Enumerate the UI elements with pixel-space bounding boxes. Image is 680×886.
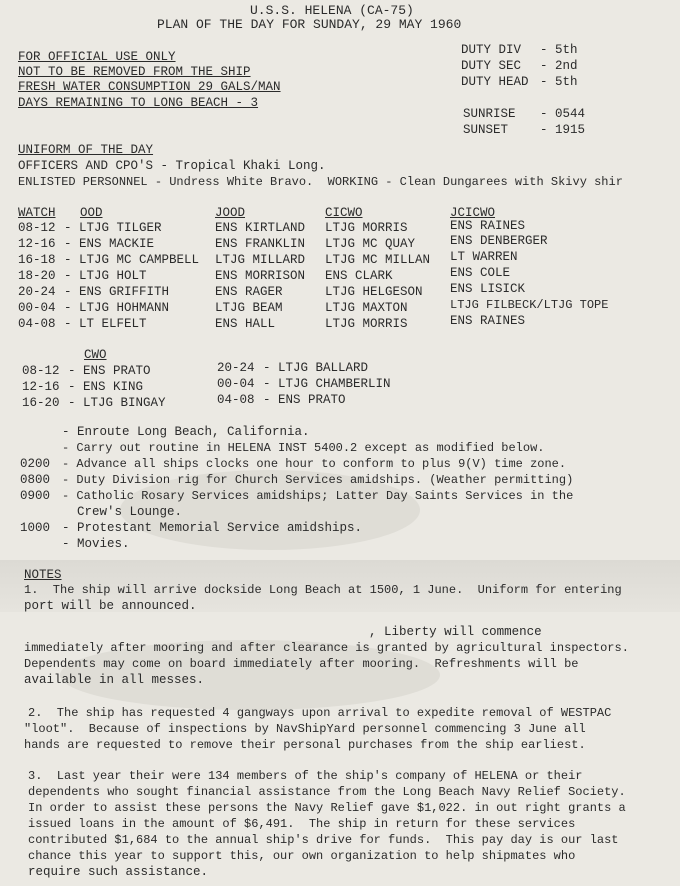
sunset-label: SUNSET — [463, 123, 509, 137]
watch-time: 04-08 — [18, 317, 56, 331]
ood-name: - ENS GRIFFITH — [64, 285, 170, 299]
jood-name: ENS MORRISON — [215, 269, 306, 283]
schedule-text: - Protestant Memorial Service amidships. — [62, 521, 363, 535]
note-line: , Liberty will commence — [24, 625, 542, 639]
cwo-title: CWO — [84, 348, 107, 362]
jcicwo-name: LT WARREN — [450, 250, 518, 264]
schedule-time: 0800 — [20, 473, 51, 487]
schedule-text: - Advance all ships clocks one hour to conform to plus 9(V) time zone. — [62, 457, 567, 471]
duty-value: - 2nd — [540, 59, 578, 73]
jood-name: ENS RAGER — [215, 285, 283, 299]
ood-header: OOD — [80, 206, 103, 220]
schedule-time: 0900 — [20, 489, 51, 503]
duty-value: - 5th — [540, 75, 578, 89]
watch-time: 12-16 — [18, 237, 56, 251]
cwo-time: 08-12 — [22, 364, 60, 378]
schedule-text: - Catholic Rosary Services amidships; Latter Day Saints Services in the — [62, 489, 574, 503]
note-line: port will be announced. — [24, 599, 197, 613]
jcicwo-name: ENS RAINES — [450, 219, 526, 233]
note-line: hands are requested to remove their personal purchases from the ship earliest. — [24, 738, 586, 752]
note-line: dependents who sought financial assistance from the Long Beach Navy Relief Society. — [28, 785, 626, 799]
note-line: 3. Last year their were 134 members of the ship's company of HELENA or their — [28, 769, 583, 783]
note-line: require such assistance. — [28, 865, 209, 879]
jood-name: LTJG MILLARD — [215, 253, 306, 267]
schedule-text: - Enroute Long Beach, California. — [62, 425, 310, 439]
plan-title: PLAN OF THE DAY FOR SUNDAY, 29 MAY 1960 — [157, 17, 462, 32]
note-line: immediately after mooring and after clearance is granted by agricultural inspectors. — [24, 641, 629, 655]
note-line: 2. The ship has requested 4 gangways upon arrival to expedite removal of WESTPAC — [28, 706, 612, 720]
watch-header: WATCH — [18, 206, 56, 220]
duty-label: DUTY DIV — [461, 43, 522, 57]
cwo-time: 12-16 — [22, 380, 60, 394]
schedule-text: - Duty Division rig for Church Services amidships. (Weather permitting) — [62, 473, 574, 487]
ood-name: - ENS MACKIE — [64, 237, 155, 251]
cwo-time: 20-24 — [217, 361, 255, 375]
ood-name: - LTJG MC CAMPBELL — [64, 253, 200, 267]
ship-name: U.S.S. HELENA (CA-75) — [250, 3, 414, 18]
note-line: Dependents may come on board immediately after mooring. Refreshments will be — [24, 657, 579, 671]
cicwo-name: LTJG MORRIS — [325, 317, 408, 331]
note-line: "loot". Because of inspections by NavShipYard personnel commencing 3 June all — [24, 722, 586, 736]
note-line: chance this year to support this, our own organization to help shipmates who — [28, 849, 576, 863]
jcicwo-name: LTJG FILBECK/LTJG TOPE — [450, 298, 609, 312]
cicwo-name: LTJG MORRIS — [325, 221, 408, 235]
notice-line: FRESH WATER CONSUMPTION 29 GALS/MAN — [18, 80, 281, 94]
ood-name: - LT ELFELT — [64, 317, 147, 331]
watch-time: 18-20 — [18, 269, 56, 283]
jood-header: JOOD — [215, 206, 246, 220]
note-line: contributed $1,684 to the annual ship's drive for funds. This pay day is our last — [28, 833, 619, 847]
note-line: available in all messes. — [24, 673, 205, 687]
jcicwo-name: ENS COLE — [450, 266, 511, 280]
jood-name: ENS KIRTLAND — [215, 221, 306, 235]
watch-time: 16-18 — [18, 253, 56, 267]
jcicwo-header: JCICWO — [450, 206, 496, 220]
cwo-time: 04-08 — [217, 393, 255, 407]
note-line: In order to assist these persons the Navy Relief gave $1,022. in out right grants a — [28, 801, 626, 815]
note-line: 1. The ship will arrive dockside Long Beach at 1500, 1 June. Uniform for entering — [24, 583, 622, 597]
watch-time: 08-12 — [18, 221, 56, 235]
note-line: issued loans in the amount of $6,491. The ship in return for these services — [28, 817, 576, 831]
cwo-name: - ENS PRATO — [263, 393, 346, 407]
jcicwo-name: ENS LISICK — [450, 282, 526, 296]
sunrise-label: SUNRISE — [463, 107, 516, 121]
jood-name: ENS FRANKLIN — [215, 237, 306, 251]
watch-time: 20-24 — [18, 285, 56, 299]
cwo-time: 00-04 — [217, 377, 255, 391]
notice-line: DAYS REMAINING TO LONG BEACH - 3 — [18, 96, 259, 110]
cicwo-name: ENS CLARK — [325, 269, 393, 283]
sunset-value: - 1915 — [540, 123, 586, 137]
cwo-name: - LTJG BINGAY — [68, 396, 166, 410]
notice-line: NOT TO BE REMOVED FROM THE SHIP — [18, 65, 251, 79]
schedule-text: - Carry out routine in HELENA INST 5400.2 except as modified below. — [62, 441, 545, 455]
watch-time: 00-04 — [18, 301, 56, 315]
cwo-name: - LTJG CHAMBERLIN — [263, 377, 391, 391]
uniform-enlisted: ENLISTED PERSONNEL - Undress White Bravo. WORKING - Clean Dungarees with Skivy shir — [18, 175, 623, 189]
notice-line: FOR OFFICIAL USE ONLY — [18, 50, 176, 64]
ood-name: - LTJG TILGER — [64, 221, 162, 235]
cicwo-name: LTJG MC MILLAN — [325, 253, 431, 267]
jood-name: LTJG BEAM — [215, 301, 283, 315]
uniform-title: UNIFORM OF THE DAY — [18, 143, 154, 157]
cicwo-name: LTJG MAXTON — [325, 301, 408, 315]
cicwo-name: LTJG HELGESON — [325, 285, 423, 299]
sunrise-value: - 0544 — [540, 107, 586, 121]
cwo-name: - LTJG BALLARD — [263, 361, 369, 375]
cicwo-name: LTJG MC QUAY — [325, 237, 416, 251]
schedule-time: 0200 — [20, 457, 51, 471]
cwo-name: - ENS KING — [68, 380, 144, 394]
schedule-text: - Movies. — [62, 537, 130, 551]
cwo-name: - ENS PRATO — [68, 364, 151, 378]
jood-name: ENS HALL — [215, 317, 276, 331]
ood-name: - LTJG HOLT — [64, 269, 147, 283]
schedule-text: Crew's Lounge. — [62, 505, 183, 519]
uniform-officers: OFFICERS AND CPO'S - Tropical Khaki Long. — [18, 159, 326, 173]
cwo-time: 16-20 — [22, 396, 60, 410]
jcicwo-name: ENS RAINES — [450, 314, 526, 328]
duty-label: DUTY SEC — [461, 59, 522, 73]
jcicwo-name: ENS DENBERGER — [450, 234, 548, 248]
ood-name: - LTJG HOHMANN — [64, 301, 170, 315]
notes-title: NOTES — [24, 568, 62, 582]
duty-label: DUTY HEAD — [461, 75, 529, 89]
schedule-time: 1000 — [20, 521, 51, 535]
duty-value: - 5th — [540, 43, 578, 57]
cicwo-header: CICWO — [325, 206, 363, 220]
